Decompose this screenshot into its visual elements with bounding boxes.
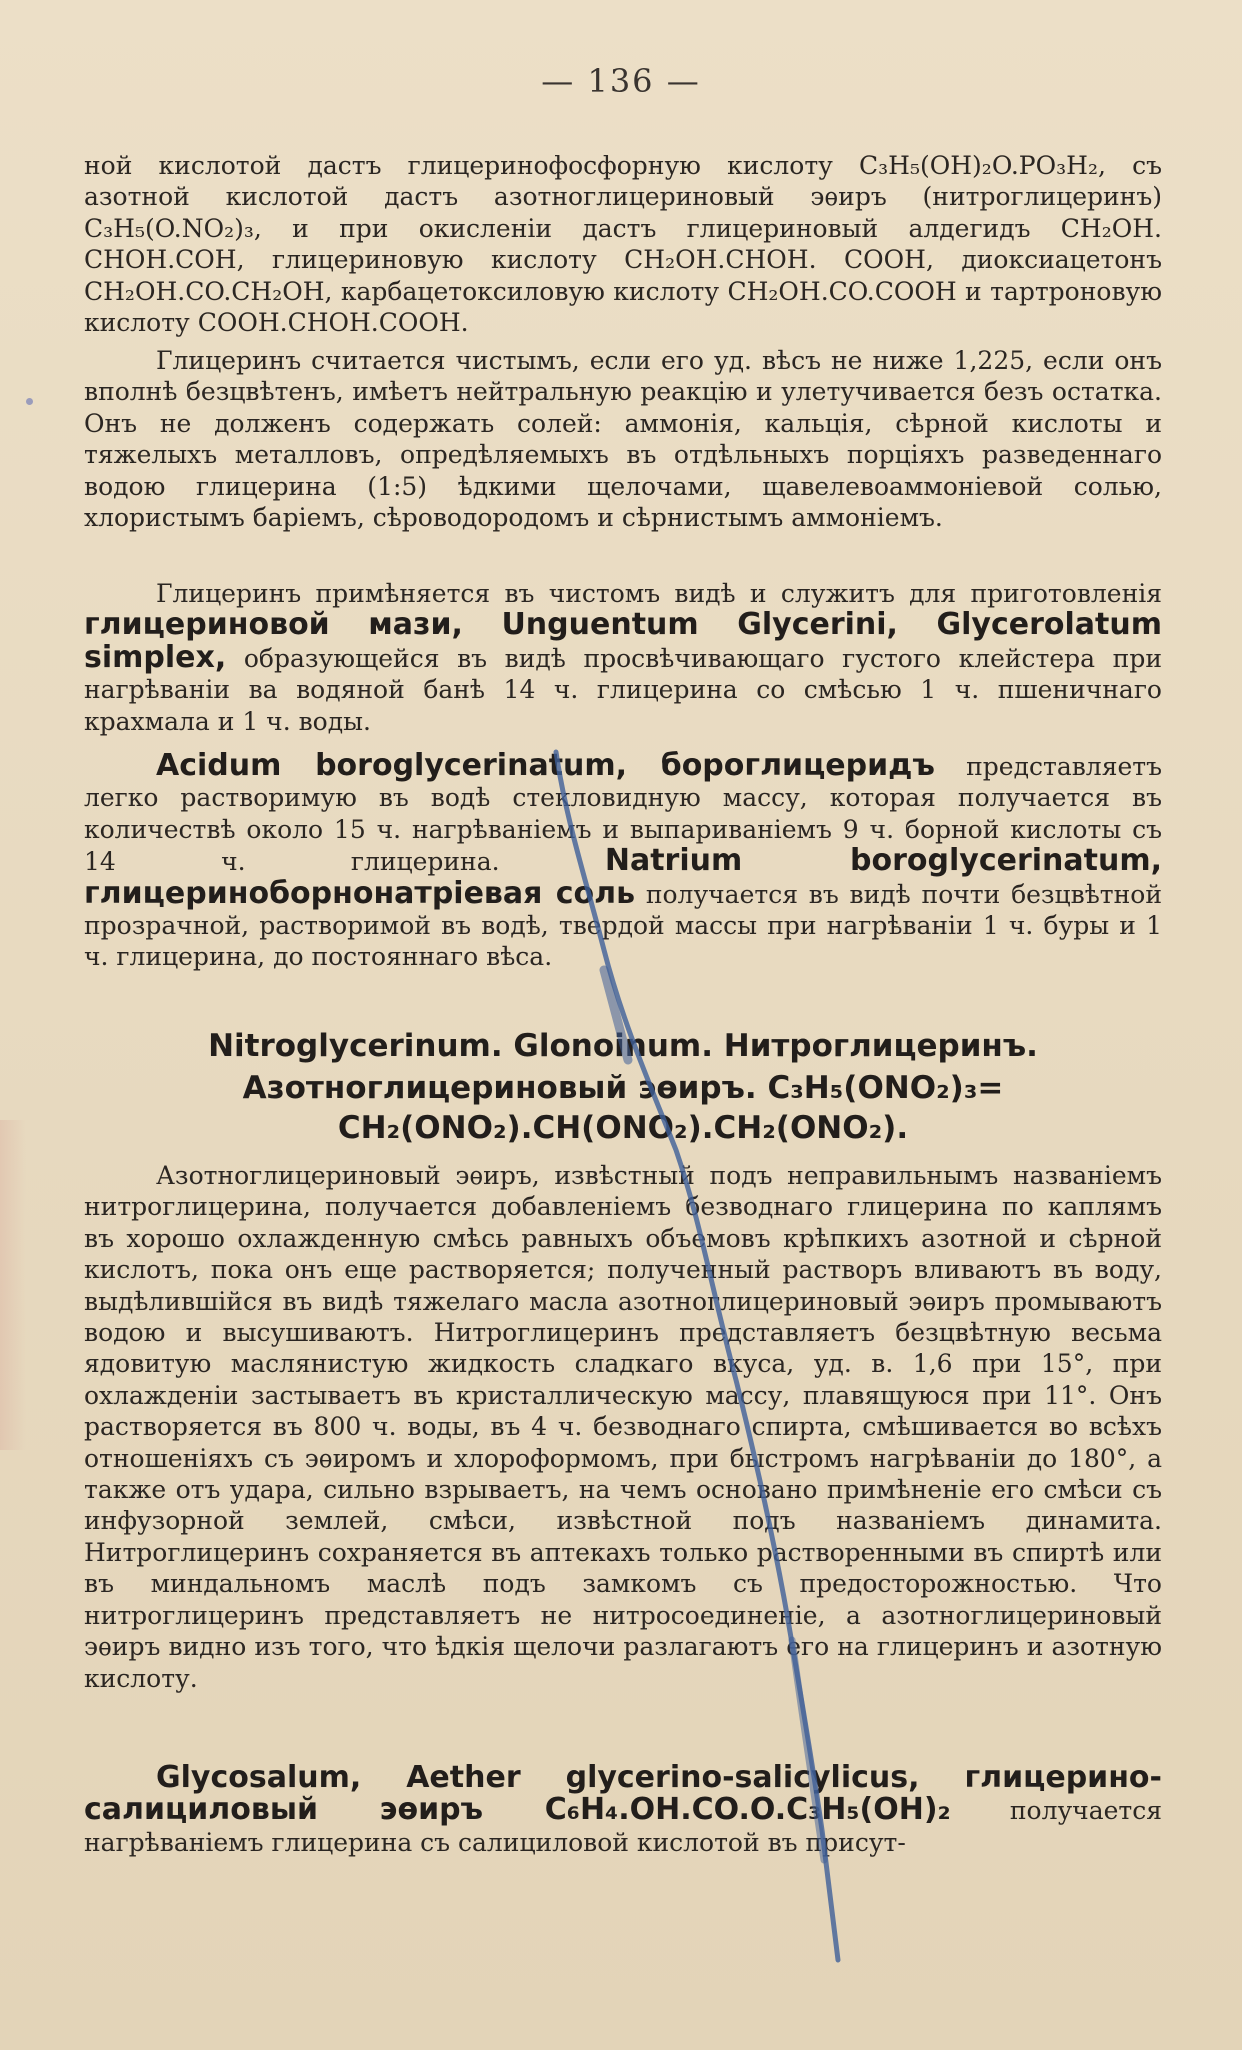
glycosalum-term: Glycosalum, Aether glycerino-salicylicus, глицерино-салициловый эѳиръ C₆H₄.OH.CO.O.C₃H₅(OH)₂	[84, 1760, 1162, 1828]
paragraph-nitroglycerin	[84, 1160, 1162, 1694]
paragraph-boroglycerin	[84, 750, 1162, 973]
ointment-paragraph	[84, 578, 1162, 737]
paragraph-oxidation-products	[84, 150, 1162, 338]
glycosalum-paragraph	[84, 1762, 1162, 1858]
paragraph-purity	[84, 345, 1162, 533]
boroglycerin-desc: представляетъ легко растворимую въ водѣ стекловидную массу, которая получается въ количествѣ около 15 ч. нагрѣванiемъ и выпариванiемъ 9 ч. борной кислоты съ 14 ч. глицерина.	[84, 752, 1162, 877]
section-heading-line-1: Nitroglycerinum. Glonoinum. Нитроглицеринъ.	[208, 1028, 1038, 1064]
paragraph-glycosalum	[84, 1762, 1162, 1858]
natrium-desc: получается въ видѣ почти безцвѣтной прозрачной, растворимой въ водѣ, твердой массы при нагрѣванiи 1 ч. буры и 1 ч. глицерина, до постояннаго вѣса.	[84, 879, 1162, 972]
nitroglycerin-text: Азотноглицериновый эѳиръ, извѣстный подъ неправильнымъ названiемъ нитроглицерина, получается добавленiемъ безводнаго глицерина по каплямъ въ хорошо охлажденную смѣсь равныхъ объемовъ крѣпкихъ азотной и сѣрной кислотъ, пока онъ еще растворяется; полученный растворъ вливаютъ въ воду, выдѣлившiйся въ видѣ тяжелаго масла азотноглицериновый эѳиръ промываютъ водою и высушиваютъ. Нитроглицеринъ представляетъ безцвѣтную весьма ядовитую маслянистую жидкость сладкаго вкуса, уд. в. 1,6 при 15°, при охлажденiи застываетъ въ кристаллическую массу, плавящуюся при 11°. Онъ растворяется въ 800 ч. воды, въ 4 ч. безводнаго спирта, смѣшивается во всѣхъ отношенiяхъ съ эѳиромъ и хлороформомъ, при быстромъ нагрѣванiи до 180°, а также отъ удара, сильно взрываетъ, на чемъ основано примѣненiе его смѣси съ инфузорной землей, смѣси, извѣстной подъ названiемъ динамита. Нитроглицеринъ сохраняется въ аптекахъ только растворенными въ спиртѣ или въ миндальномъ маслѣ подъ замкомъ съ предосторожностью. Что нитроглицеринъ представляетъ не нитросоединенiе, а азотноглицериновый эѳиръ видно изъ того, что ѣдкiя щелочи разлагаютъ его на глицеринъ и азотную кислоту.	[84, 1161, 1162, 1693]
section-heading-line-2	[84, 1068, 1162, 1108]
heading-formula-1: C₃H₅(ONO₂)₃=	[767, 1070, 1004, 1106]
purity-text: Глицеринъ считается чистымъ, если его уд. вѣсъ не ниже 1,225, если онъ вполнѣ безцвѣтенъ, имѣетъ нейтральную реакцiю и улетучивается безъ остатка. Онъ не долженъ содержать солей: аммонiя, кальцiя, сѣрной кислоты и тяжелыхъ металловъ, опредѣляемыхъ въ отдѣльныхъ порцiяхъ разведеннаго водою глицерина (1:5) ѣдкими щелочами, щавелевоаммонiевой солью, хлористымъ барiемъ, сѣроводородомъ и сѣрнистымъ аммонiемъ.	[84, 346, 1162, 533]
boroglycerin-term: Acidum boroglycerinatum, бороглицеридъ	[156, 748, 935, 783]
boroglycerin-paragraph	[84, 750, 1162, 973]
page-number: — 136 —	[541, 62, 701, 100]
ointment-term: глицериновой мази, Unguentum Glycerini, Glycerolatum simplex,	[84, 607, 1162, 675]
section-heading-line-3: CH₂(ONO₂).CH(ONO₂).CH₂(ONO₂).	[337, 1110, 909, 1146]
heading-ether-name: Азотноглицериновый эѳиръ.	[242, 1070, 757, 1106]
glycosalum-desc: получается нагрѣванiемъ глицерина съ салициловой кислотой въ присут-	[84, 1796, 1162, 1857]
paragraph-glycerin-ointment	[84, 578, 1162, 737]
margin-stain	[0, 1120, 26, 1450]
margin-ink-dot	[26, 398, 33, 405]
ointment-desc: образующейся въ видѣ просвѣчивающаго густого клейстера при нагрѣванiи ва водяной банѣ 14 ч. глицерина со смѣсью 1 ч. пшеничнаго крахмала и 1 ч. воды.	[84, 643, 1163, 736]
ointment-intro: Глицеринъ примѣняется въ чистомъ видѣ и служитъ для приготовленiя	[156, 579, 1162, 608]
oxidation-text: ной кислотой дастъ глицеринофосфорную кислоту C₃H₅(OH)₂O.PO₃H₂, съ азотной кислотой дастъ азотноглицериновый эѳиръ (нитроглицеринъ) C₃H₅(O.NO₂)₃, и при окисленiи дастъ глицериновый алдегидъ CH₂OH. CHOH.COH, глицериновую кислоту CH₂OH.CHOH. COOH, диоксиацетонъ CH₂OH.CO.CH₂OH, карбацетоксиловую кислоту CH₂OH.CO.COOH и тартроновую кислоту COOH.CHOH.COOH.	[84, 151, 1162, 338]
natrium-term: Natrium boroglycerinatum, глицериноборнонатрiевая соль	[84, 843, 1162, 911]
